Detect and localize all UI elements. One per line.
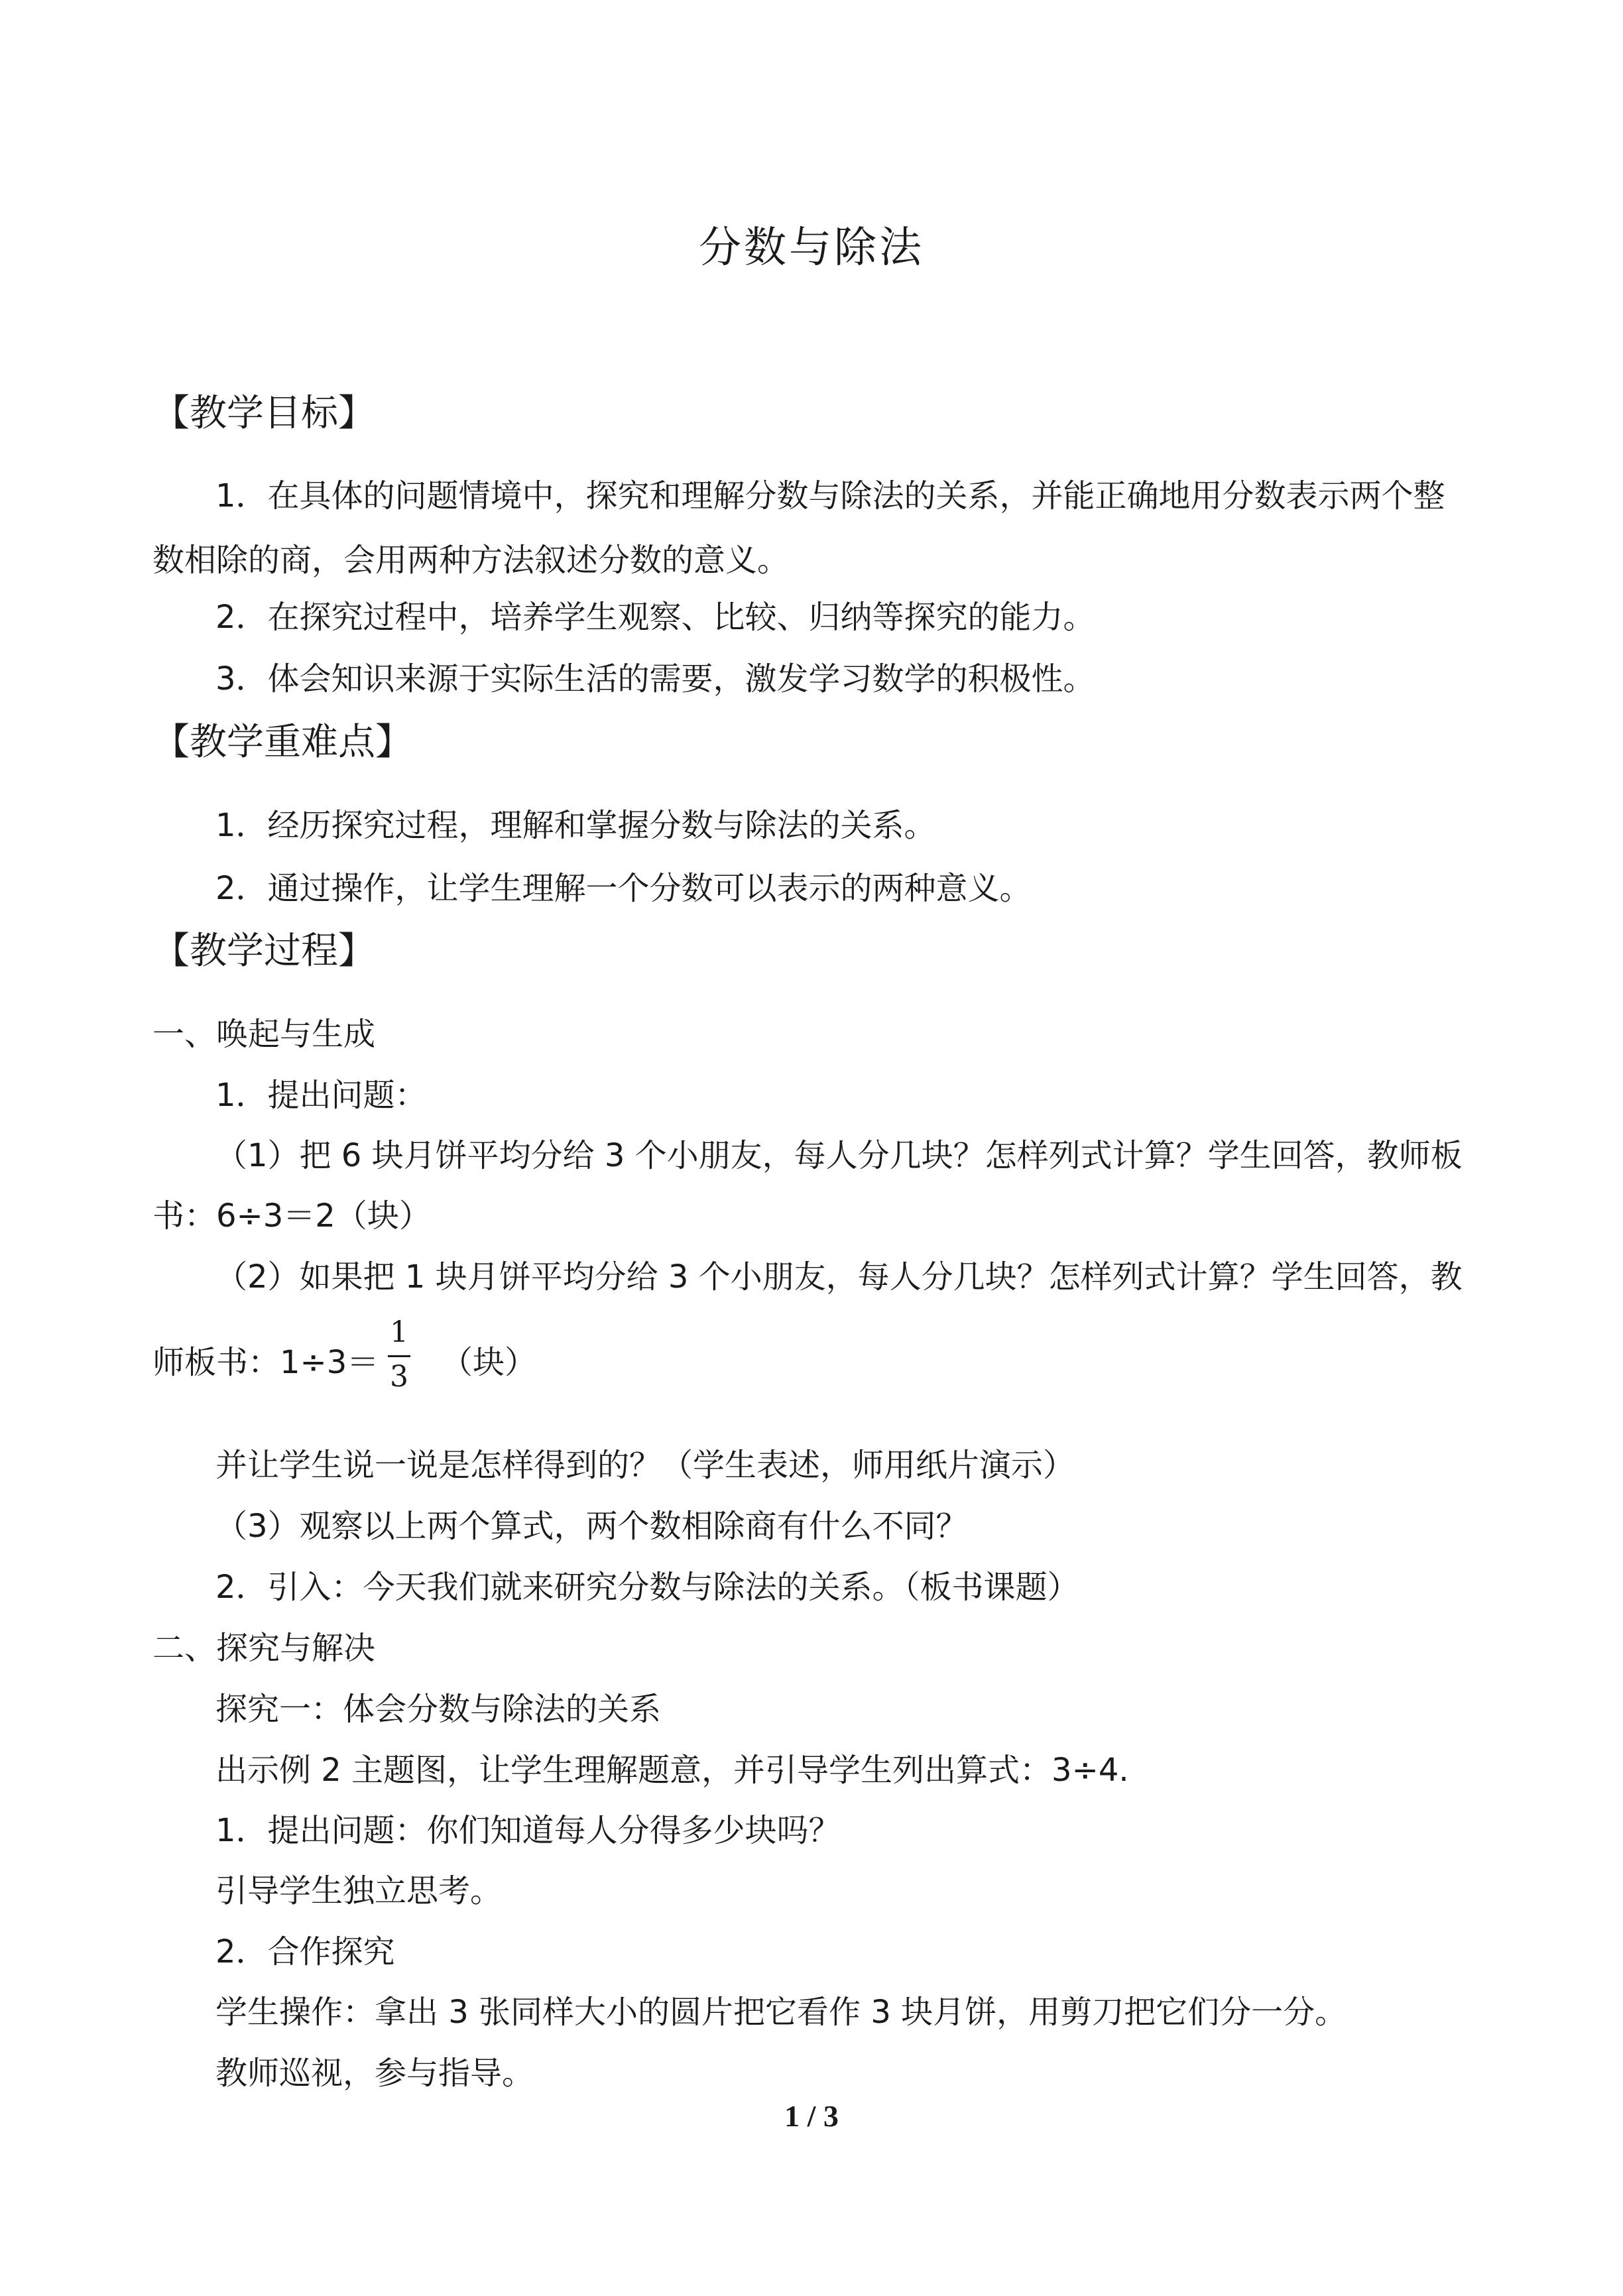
keypoints-heading: 【教学重难点】 [152, 721, 412, 764]
process-line-unit: （块） [441, 1344, 537, 1381]
process-line: 2．合作探究 [215, 1933, 395, 1970]
document-title: 分数与除法 [699, 223, 924, 272]
goals-heading: 【教学目标】 [152, 392, 375, 435]
process-line: 并让学生说一说是怎样得到的？（学生表述，师用纸片演示） [215, 1447, 1075, 1484]
process-line: 引导学生独立思考。 [215, 1872, 503, 1909]
process-line: 探究一：体会分数与除法的关系 [215, 1691, 662, 1728]
process-line: 书：6÷3＝2（块） [152, 1197, 431, 1235]
goals-line-1: 1．在具体的问题情境中，探究和理解分数与除法的关系，并能正确地用分数表示两个整 [215, 477, 1445, 514]
process-line: 出示例 2 主题图，让学生理解题意，并引导学生列出算式：3÷4. [215, 1752, 1129, 1789]
process-line: 1．提出问题： [215, 1077, 427, 1114]
goals-line-3: 2．在探究过程中，培养学生观察、比较、归纳等探究的能力。 [215, 599, 1095, 636]
process-section-2: 二、探究与解决 [152, 1630, 376, 1667]
goals-line-2: 数相除的商，会用两种方法叙述分数的意义。 [152, 542, 790, 579]
process-line: 1．提出问题：你们知道每人分得多少块吗？ [215, 1812, 841, 1849]
process-heading: 【教学过程】 [152, 930, 375, 973]
process-line: （3）观察以上两个算式，两个数相除商有什么不同？ [215, 1508, 968, 1545]
keypoints-line-2: 2．通过操作，让学生理解一个分数可以表示的两种意义。 [215, 870, 1032, 907]
fraction-bar [388, 1355, 410, 1357]
process-line: 2．引入：今天我们就来研究分数与除法的关系。（板书课题） [215, 1569, 1079, 1606]
process-section-1: 一、唤起与生成 [152, 1016, 376, 1053]
process-line: （1）把 6 块月饼平均分给 3 个小朋友，每人分几块？怎样列式计算？学生回答，教师板 [215, 1137, 1463, 1174]
process-line: 教师巡视，参与指导。 [215, 2055, 534, 2092]
keypoints-line-1: 1．经历探究过程，理解和掌握分数与除法的关系。 [215, 807, 936, 844]
goals-line-4: 3．体会知识来源于实际生活的需要，激发学习数学的积极性。 [215, 660, 1095, 697]
fraction-one-third [388, 1315, 410, 1394]
process-line-equation: 师板书：1÷3＝ [152, 1344, 379, 1381]
process-line: （2）如果把 1 块月饼平均分给 3 个小朋友，每人分几块？怎样列式计算？学生回答，教 [215, 1258, 1463, 1296]
fraction-numerator: 1 [390, 1315, 408, 1349]
page-number: 1 / 3 [784, 2099, 839, 2133]
process-line: 学生操作：拿出 3 张同样大小的圆片把它看作 3 块月饼，用剪刀把它们分一分。 [215, 1994, 1347, 2031]
fraction-denominator: 3 [390, 1360, 408, 1394]
